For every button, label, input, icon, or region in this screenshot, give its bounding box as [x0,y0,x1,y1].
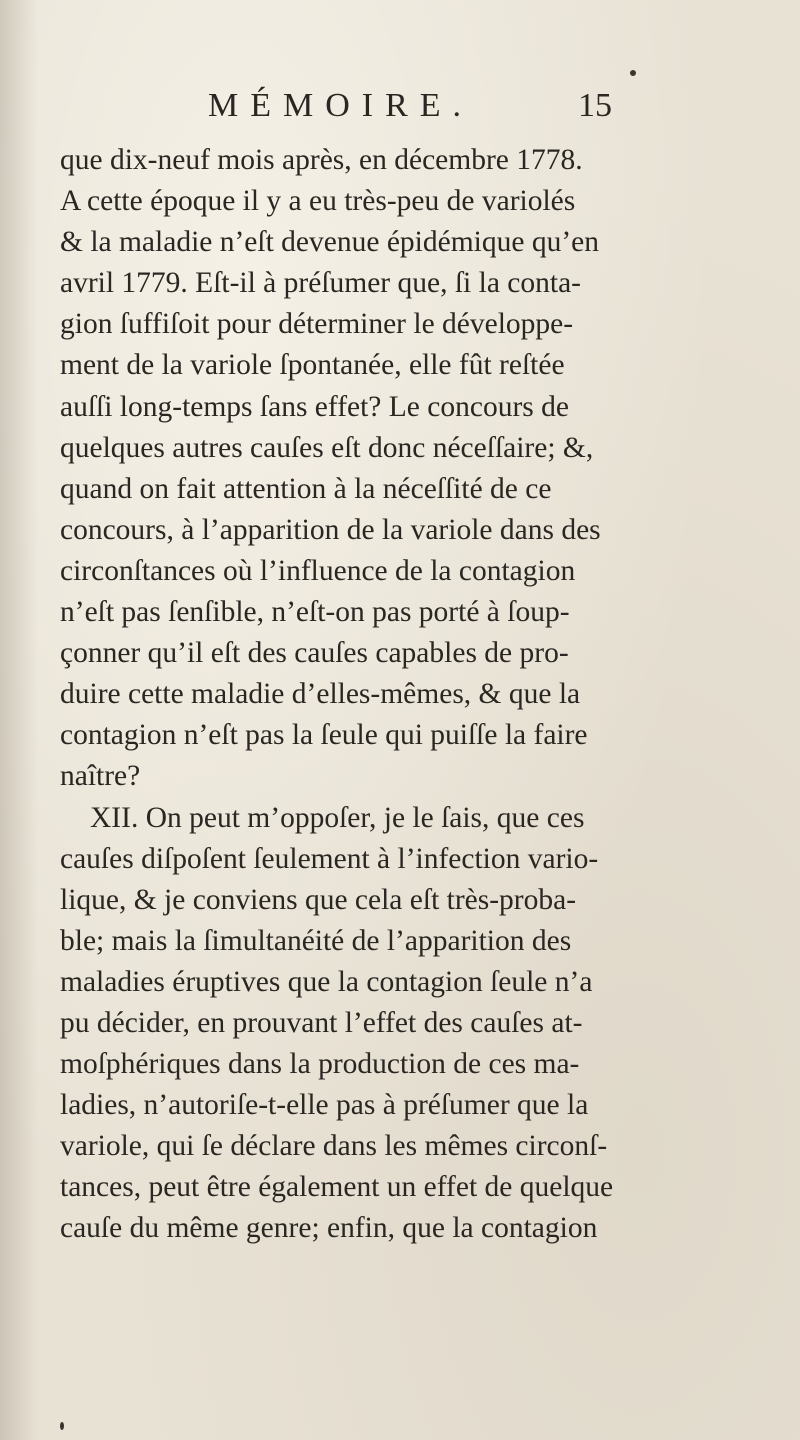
page-number: 15 [578,87,612,124]
section-start-line: XII. On peut m’oppoſer, je le ſais, que ces [90,801,585,834]
text-line: ment de la variole ſpontanée, elle fût reſtée [60,349,565,382]
text-line: cauſes diſpoſent ſeulement à l’infection vario- [60,842,599,875]
text-line: naître? [60,760,141,793]
text-line: çonner qu’il eſt des cauſes capables de pro- [60,637,569,670]
text-line: tances, peut être également un effet de quelque [60,1171,614,1204]
text-line: quelques autres cauſes eſt donc néceſſaire; &, [60,431,594,464]
text-line: variole, qui ſe déclare dans les mêmes circonſ- [60,1130,608,1163]
text-line: ble; mais la ſimultanéité de l’apparition des [60,924,572,957]
text-line: lique, & je conviens que cela eſt très-proba- [60,883,577,916]
binding-gutter-shadow [0,0,38,1440]
text-line: pu décider, en prouvant l’effet des cauſes at- [60,1006,583,1039]
ink-speck [60,1422,64,1430]
text-line: cauſe du même genre; enfin, que la contagion [60,1212,598,1245]
text-line: auſſi long-temps ſans effet? Le concours de [60,390,569,423]
text-line: moſphériques dans la production de ces ma- [60,1048,580,1081]
text-line: ladies, n’autoriſe-t-elle pas à préſumer que la [60,1089,589,1122]
text-line: avril 1779. Eſt-il à préſumer que, ſi la conta- [60,267,581,300]
text-line: & la maladie n’eſt devenue épidémique qu’en [60,226,599,259]
text-line: gion ſuffiſoit pour déterminer le développe- [60,308,574,341]
text-line: circonſtances où l’influence de la contagion [60,554,576,587]
text-line: duire cette maladie d’elles-mêmes, & que la [60,678,581,711]
text-line: que dix-neuf mois après, en décembre 1778. [60,144,583,176]
text-line: n’eſt pas ſenſible, n’eſt-on pas porté à ſoup- [60,596,570,629]
text-line: contagion n’eſt pas la ſeule qui puiſſe la faire [60,719,588,752]
running-title: MÉMOIRE. [208,87,474,124]
body-text [60,140,790,1250]
ink-speck [630,70,636,76]
text-line: concours, à l’apparition de la variole dans des [60,513,601,546]
text-line: quand on fait attention à la néceſſité de ce [60,472,552,505]
text-line: maladies éruptives que la contagion ſeule n’a [60,965,593,998]
page-header [208,84,612,128]
text-line: A cette époque il y a eu très-peu de variolés [60,185,576,218]
